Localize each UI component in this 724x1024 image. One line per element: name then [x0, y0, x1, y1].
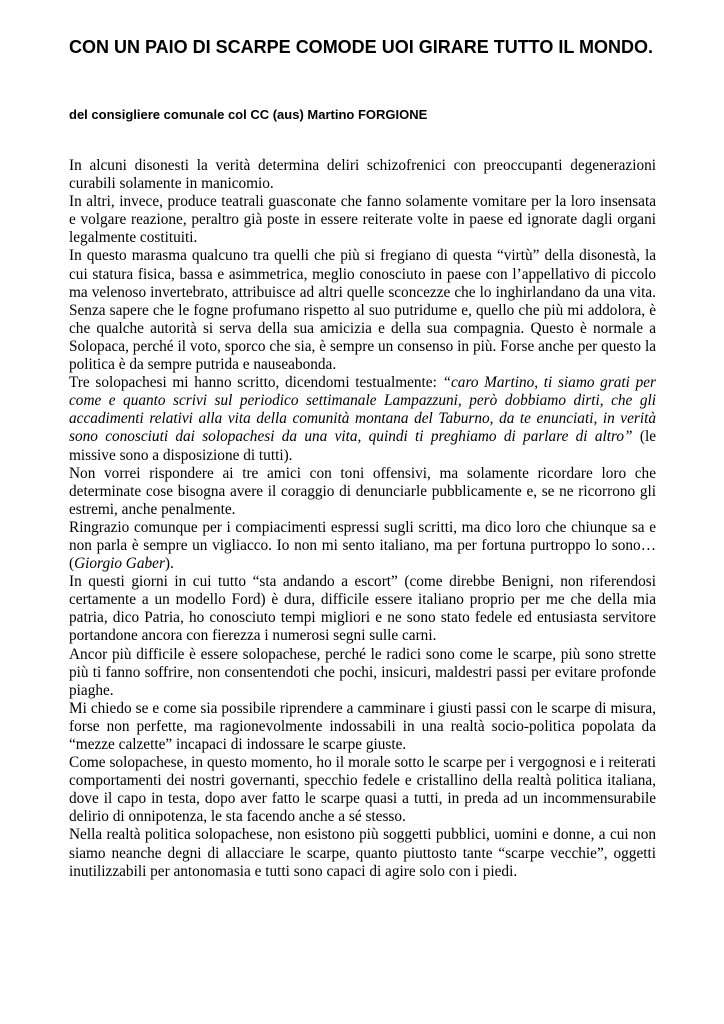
- paragraph: [69, 519, 656, 573]
- paragraph-text: ).: [164, 555, 174, 573]
- quoted-letter: “caro Martino, ti siamo grati per come e quanto scrivi sul periodico settimanale Lampazzuni, però dobbiamo dirti, che gli accadimenti relativi alla vita della comunità montana del Taburno, da te enunciati, in verità sono conosciuti dai solopachesi da una vita, quindi ti preghiamo di parlare di altro”: [69, 374, 656, 446]
- article-title: CON UN PAIO DI SCARPE COMODE UOI GIRARE TUTTO IL MONDO.: [69, 37, 654, 57]
- paragraph: Non vorrei rispondere ai tre amici con toni offensivi, ma solamente ricordare loro che determinate cose bisogna avere il coraggio di denunciarle pubblicamente e, se ne ricorrono gli estremi, anche penalmente.: [69, 464, 656, 518]
- paragraph: Come solopachese, in questo momento, ho il morale sotto le scarpe per i vergognosi e i reiterati comportamenti dei nostri governanti, specchio fedele e cristallino della realtà politica italiana, dove il capo in testa, dopo aver fatto le scarpe quasi a tutti, in preda ad un incommensurabile delirio di onnipotenza, le sta facendo anche a sé stesso.: [69, 754, 656, 826]
- paragraph: Mi chiedo se e come sia possibile riprendere a camminare i giusti passi con le scarpe di misura, forse non perfette, ma ragionevolmente indossabili in una realtà socio-politica popolata da “mezze calzette” incapaci di indossare le scarpe giuste.: [69, 699, 656, 753]
- paragraph: In altri, invece, produce teatrali guasconate che fanno solamente vomitare per la loro insensata e volgare reazione, peraltro già poste in essere reiterate volte in paese ed ignorate dagli organi legalmente costituiti.: [69, 193, 656, 247]
- paragraph: Nella realtà politica solopachese, non esistono più soggetti pubblici, uomini e donne, a cui non siamo neanche degni di allacciare le scarpe, quanto piuttosto tante “scarpe vecchie”, oggetti inutilizzabili per antonomasia e tutti sono capaci di agire solo con i piedi.: [69, 826, 656, 880]
- paragraph-text: Tre solopachesi mi hanno scritto, dicendomi testualmente:: [69, 374, 443, 392]
- paragraph: In alcuni disonesti la verità determina deliri schizofrenici con preoccupanti degenerazioni curabili solamente in manicomio.: [69, 157, 656, 193]
- paragraph-text: Ringrazio comunque per i compiacimenti espressi sugli scritti, ma dico loro che chiunque sa e non parla è sempre un vigliacco. Io non mi sento italiano, ma per fortuna purtroppo lo sono… (: [69, 518, 656, 573]
- article-byline: del consigliere comunale col CC (aus) Martino FORGIONE: [69, 107, 428, 122]
- paragraph: [69, 374, 656, 464]
- paragraph-text: (le missive sono a disposizione di tutti).: [69, 428, 656, 464]
- quoted-author: Giorgio Gaber: [74, 555, 165, 573]
- paragraph: In questi giorni in cui tutto “sta andando a escort” (come direbbe Benigni, non riferendosi certamente a un modello Ford) è dura, difficile essere italiano proprio per me che della mia patria, dico Patria, ho conosciuto tempi migliori e ne sono stato fedele ed entusiasta servitore portandone ancora con fierezza i numerosi segni sulle carni.: [69, 573, 656, 645]
- paragraph: Ancor più difficile è essere solopachese, perché le radici sono come le scarpe, più sono strette più ti fanno soffrire, non consentendoti che pochi, insicuri, maldestri passi per evitare profonde piaghe.: [69, 645, 656, 699]
- paragraph: In questo marasma qualcuno tra quelli che più si fregiano di questa “virtù” della disonestà, la cui statura fisica, bassa e asimmetrica, meglio conosciuto in paese con l’appellativo di piccolo ma velenoso invertebrato, attribuisce ad altri quelle sconcezze che lo inghirlandano da una vita. Senza sapere che le fogne profumano rispetto al suo putridume e, quello che più mi addolora, è che qualche autorità si serva della sua amicizia e della sua compagnia. Questo è normale a Solopaca, perché il voto, sporco che sia, è sempre un consenso in più. Forse anche per questo la politica è da sempre putrida e nauseabonda.: [69, 247, 656, 374]
- article-body: [69, 157, 656, 881]
